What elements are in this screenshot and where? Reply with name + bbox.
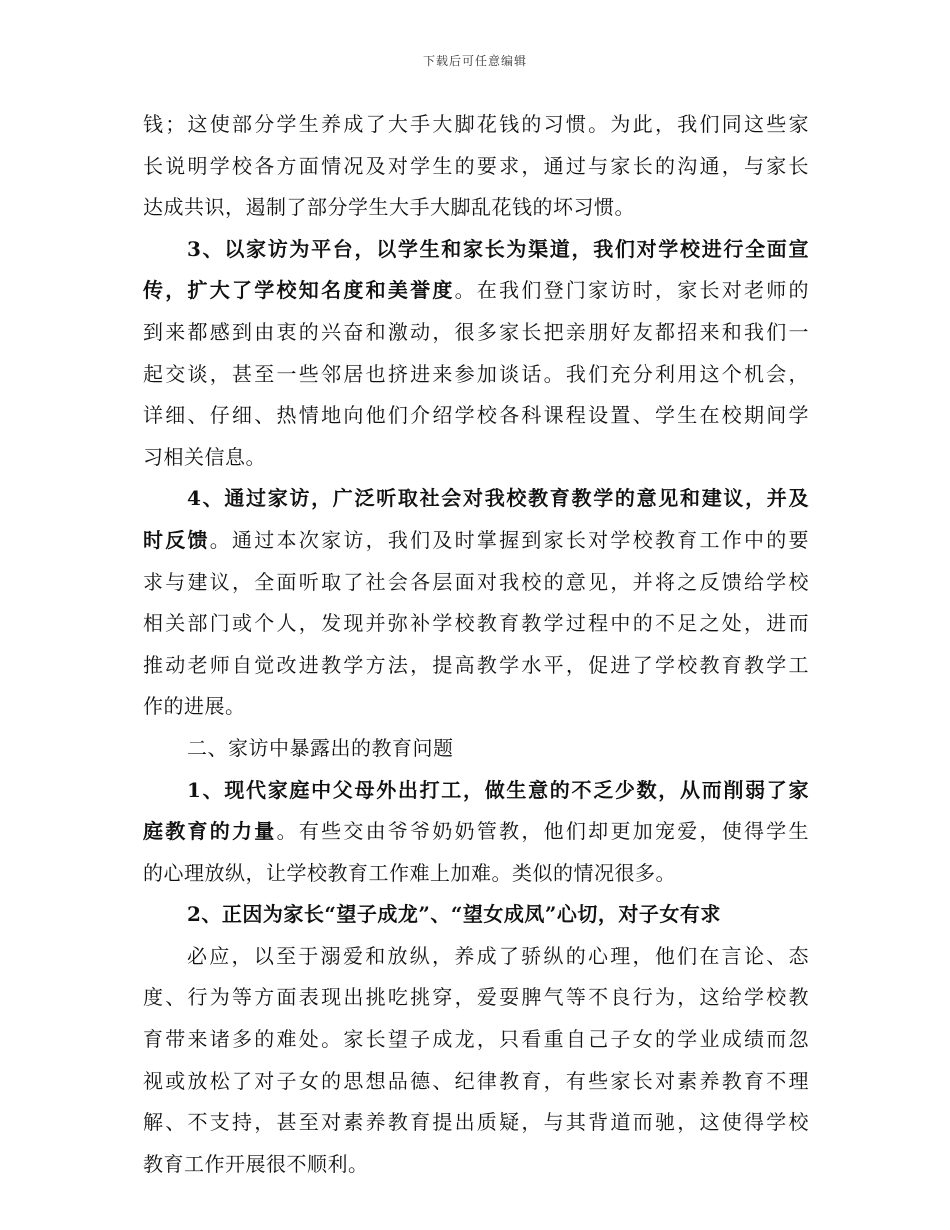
paragraph-point-3 [143,229,809,479]
text-line: 起交谈，甚至一些邻居也挤进来参加谈话。我们充分利用这个机会， [143,361,809,386]
text-line: 2、正因为家长“望子成龙”、“望女成凤”心切，对子女有求 [187,902,721,927]
paragraph-point-4 [143,478,809,728]
text-line: 传，扩大了学校知名度和美誉度。在我们登门家访时，家长对老师的 [143,278,810,303]
text-line: 推动老师自觉改进教学方法，提高教学水平，促进了学校教育教学工 [143,652,809,677]
text-line: 必应，以至于溺爱和放纵，养成了骄纵的心理，他们在言论、态 [187,943,809,968]
text-line: 庭教育的力量。有些交由爷爷奶奶管教，他们却更加宠爱，使得学生 [143,819,810,844]
text-line: 育带来诸多的难处。家长望子成龙，只看重自己子女的学业成绩而忽 [143,1027,809,1052]
text-line: 解、不支持，甚至对素养教育提出质疑，与其背道而驰，这使得学校 [143,1110,809,1135]
text-line: 二、家访中暴露出的教育问题 [187,735,454,760]
text-line: 时反馈。通过本次家访，我们及时掌握到家长对学校教育工作中的要 [143,527,810,552]
text-line: 到来都感到由衷的兴奋和激动，很多家长把亲朋好友都招来和我们一 [143,319,809,344]
text-line: 教育工作开展很不顺利。 [143,1151,369,1176]
text-line: 度、行为等方面表现出挑吃挑穿，爱耍脾气等不良行为，这给学校教 [143,985,809,1010]
page-header: 下载后可任意编辑 [422,54,527,68]
paragraph-issue-1 [143,770,809,895]
text-line: 详细、仔细、热情地向他们介绍学校各科课程设置、学生在校期间学 [143,403,809,428]
section-heading-2 [143,728,809,770]
paragraph-issue-2-body [143,936,809,1186]
text-line: 1、现代家庭中父母外出打工，做生意的不乏少数，从而削弱了家 [187,777,809,802]
text-line: 习相关信息。 [143,444,266,469]
text-line: 长说明学校各方面情况及对学生的要求，通过与家长的沟通，与家长 [143,153,809,178]
paragraph-issue-2-heading [143,894,809,936]
text-line: 的心理放纵，让学校教育工作难上加难。类似的情况很多。 [143,860,676,885]
paragraph-spending-habits [143,104,809,229]
document-body [143,104,809,1185]
text-line: 4、通过家访，广泛听取社会对我校教育教学的意见和建议，并及 [187,486,809,511]
text-line: 相关部门或个人，发现并弥补学校教育教学过程中的不足之处，进而 [143,611,809,636]
text-line: 钱；这使部分学生养成了大手大脚花钱的习惯。为此，我们同这些家 [143,112,809,136]
text-line: 求与建议，全面听取了社会各层面对我校的意见，并将之反馈给学校 [143,569,809,594]
text-line: 作的进展。 [143,694,246,719]
text-line: 视或放松了对子女的思想品德、纪律教育，有些家长对素养教育不理 [143,1068,809,1093]
text-line: 3、以家访为平台，以学生和家长为渠道，我们对学校进行全面宣 [187,236,809,261]
text-line: 达成共识，遏制了部分学生大手大脚乱花钱的坏习惯。 [143,195,635,220]
